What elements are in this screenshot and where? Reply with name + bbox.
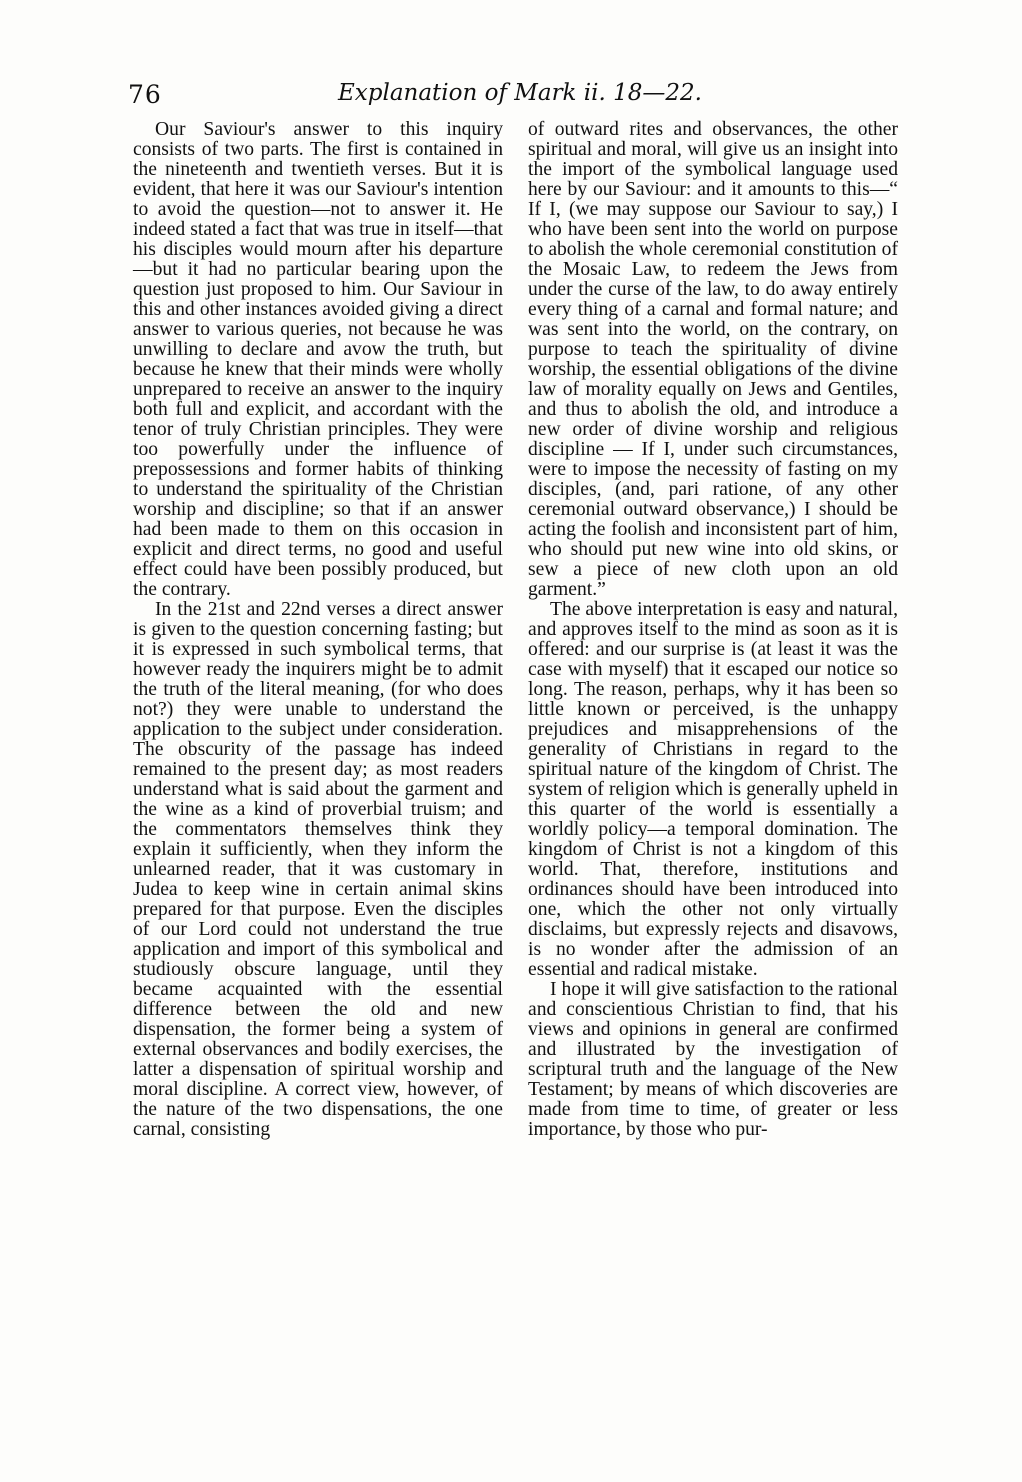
paragraph: I hope it will give satisfaction to the rational and conscientious Christian to find, that his views and opinions in general are confirmed and illustrated by the investigation of scriptural truth and the language of the New Testament; by means of which discoveries are made from time to time, of greater or less importance, by those who pur-	[528, 979, 898, 1140]
left-column	[133, 120, 503, 1140]
paragraph: of outward rites and observances, the other spiritual and moral, will give us an insight into the import of the symbolical language used here by our Saviour: and it amounts to this—“ If I, (we may suppose our Saviour to say,) I who have been sent into the world on purpose to abolish the whole ceremonial constitution of the Mosaic Law, to redeem the Jews from under the curse of the law, to do away entirely every thing of a carnal and formal nature; and was sent into the world, on the contrary, on purpose to teach the spirituality of divine worship, the essential obligations of the divine law of morality equally on Jews and Gentiles, and thus to abolish the old, and introduce a new order of divine worship and religious discipline — If I, under such circumstances, were to impose the necessity of fasting on my disciples, (and, pari ratione, of any other ceremonial outward observance,) I should be acting the foolish and inconsistent part of him, who should put new wine into old skins, or sew a piece of new cloth upon an old garment.”	[528, 119, 898, 600]
running-title: Explanation of Mark ii. 18—22.	[337, 80, 702, 106]
paragraph: Our Saviour's answer to this inquiry consists of two parts. The first is contained in the nineteenth and twentieth verses. But it is evident, that here it was our Saviour's intention to avoid the question—not to answer it. He indeed stated a fact that was true in itself—that his disciples would mourn after his departure—but it had no particular bearing upon the question just proposed to him. Our Saviour in this and other instances avoided giving a direct answer to various queries, not because he was unwilling to declare and avow the truth, but because he knew that their minds were wholly unprepared to receive an answer to the inquiry both full and explicit, and accordant with the tenor of truly Christian principles. They were too powerfully under the influence of prepossessions and former habits of thinking to understand the spirituality of the Christian worship and discipline; so that if an answer had been made to them on this occasion in explicit and direct terms, no good and useful effect could have been possibly produced, but the contrary.	[133, 119, 503, 600]
page-number: 76	[128, 80, 162, 109]
paragraph: In the 21st and 22nd verses a direct answer is given to the question concerning fasting; but it is expressed in such symbolical terms, that however ready the inquirers might be to admit the truth of the literal meaning, (for who does not?) they were unable to understand the application to the subject under consideration. The obscurity of the passage has indeed remained to the present day; as most readers understand what is said about the garment and the wine as a kind of proverbial truism; and the commentators themselves think they explain it sufficiently, when they inform the unlearned reader, that it was customary in Judea to keep wine in certain animal skins prepared for that purpose. Even the disciples of our Lord could not understand the true application and import of this symbolical and studiously obscure language, until they became acquainted with the essential difference between the old and new dispensation, the former being a system of external observances and bodily exercises, the latter a dispensation of spiritual worship and moral discipline. A correct view, however, of the nature of the two dispensations, the one carnal, consisting	[133, 599, 503, 1140]
page-header	[128, 80, 912, 116]
paragraph: The above interpretation is easy and natural, and approves itself to the mind as soon as it is offered: and our surprise is (at least it was the case with myself) that it escaped our notice so long. The reason, perhaps, why it has been so little known or perceived, is the unhappy prejudices and misapprehensions of the generality of Christians in regard to the spiritual nature of the kingdom of Christ. The system of religion which is generally upheld in this quarter of the world is essentially a worldly policy—a temporal domination. The kingdom of Christ is not a kingdom of this world. That, therefore, institutions and ordinances should have been introduced into one, which the other not only virtually disclaims, but expressly rejects and disavows, is no wonder after the admission of an essential and radical mistake.	[528, 599, 898, 980]
right-column	[528, 120, 898, 1140]
